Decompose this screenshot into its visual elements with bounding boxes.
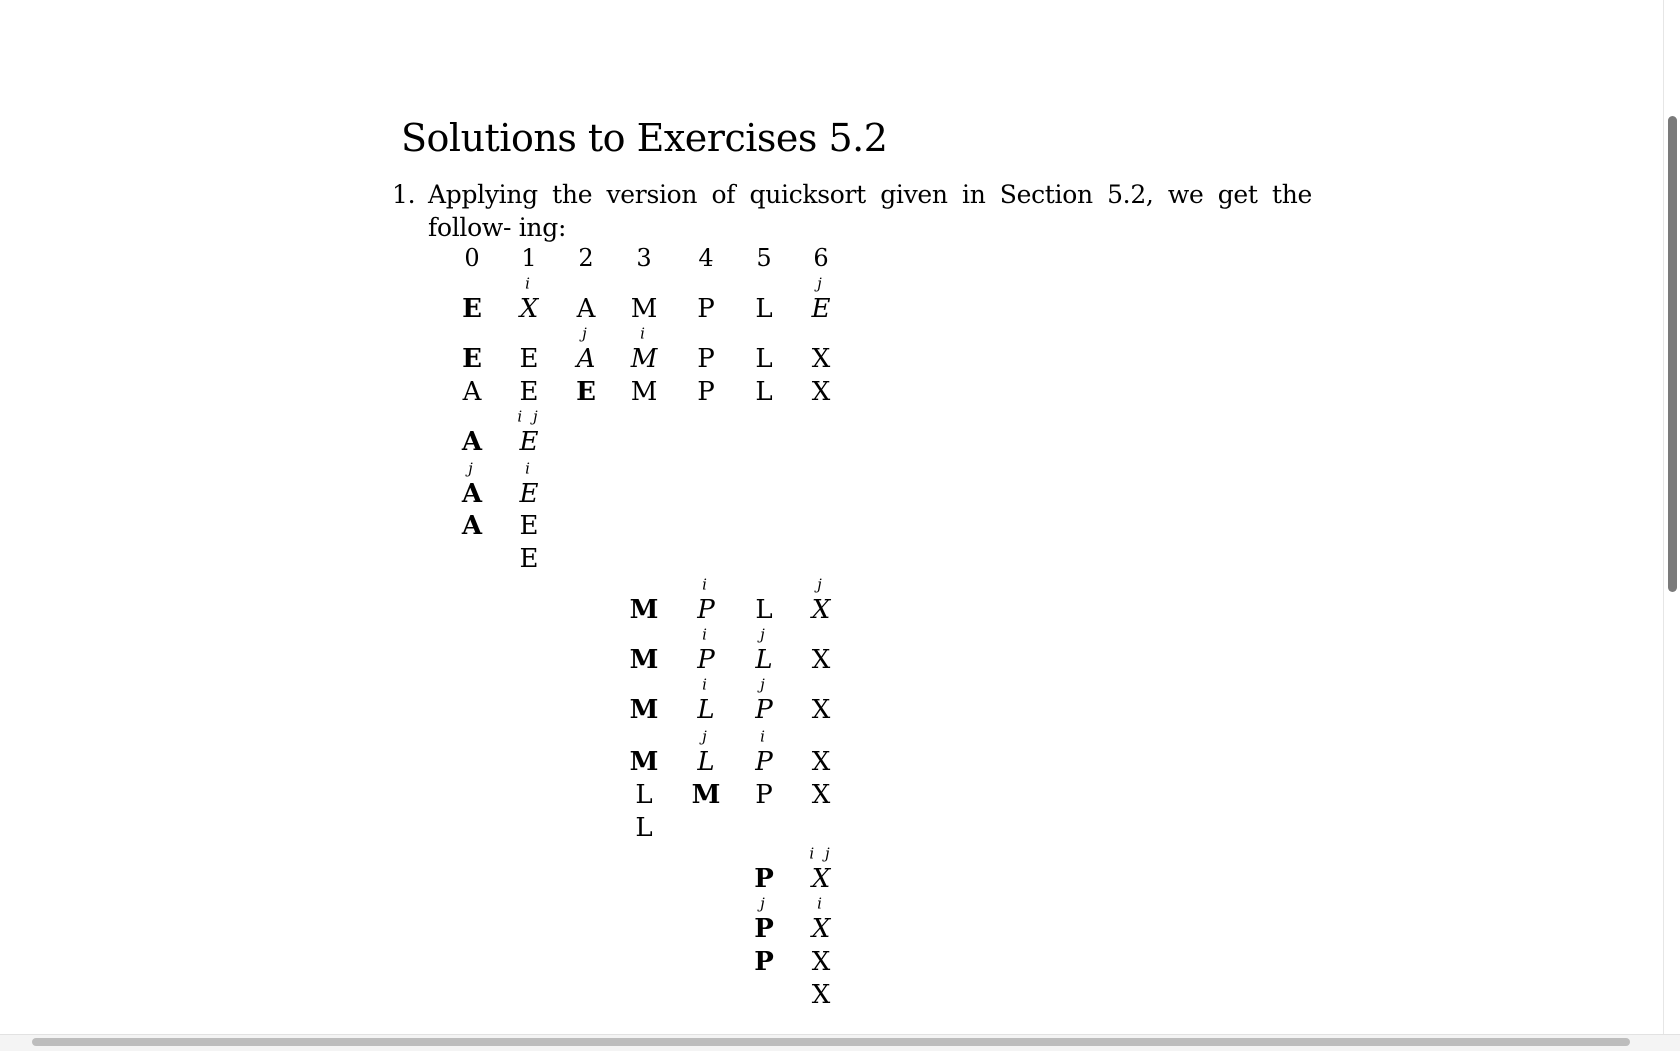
pointer-marker: i — [525, 274, 533, 293]
column-header: 5 — [756, 244, 772, 272]
column-header: 0 — [464, 244, 480, 272]
pointer-marker: j — [468, 459, 476, 478]
table-cell: E — [462, 294, 482, 324]
table-cell: P — [755, 695, 773, 725]
table-cell: X — [811, 914, 831, 944]
table-cell: M — [630, 294, 658, 324]
table-cell: X — [811, 980, 831, 1010]
table-cell: E — [519, 544, 539, 574]
table-cell: A — [576, 294, 596, 324]
table-cell: E — [576, 377, 596, 407]
table-cell: X — [811, 377, 831, 407]
table-cell: X — [811, 780, 831, 810]
table-cell: L — [697, 695, 715, 725]
item-number: 1. — [392, 180, 416, 209]
pointer-marker: i j — [809, 844, 833, 863]
table-cell: M — [629, 645, 659, 675]
pointer-marker: j — [582, 324, 590, 343]
table-cell: P — [754, 947, 774, 977]
table-cell: L — [635, 813, 653, 843]
table-cell: A — [461, 511, 483, 541]
vertical-scroll-track — [1663, 0, 1664, 1036]
column-header: 6 — [813, 244, 829, 272]
table-cell: M — [629, 695, 659, 725]
table-cell: E — [519, 344, 539, 374]
table-cell: L — [635, 780, 653, 810]
table-cell: E — [519, 511, 539, 541]
pointer-marker: i — [640, 324, 648, 343]
table-cell: P — [697, 344, 715, 374]
horizontal-scrollbar[interactable] — [32, 1038, 1630, 1046]
pointer-marker: i j — [517, 407, 541, 426]
table-cell: E — [811, 294, 831, 324]
table-cell: X — [811, 695, 831, 725]
table-cell: L — [755, 294, 773, 324]
table-cell: M — [691, 780, 721, 810]
solution-text: Applying the version of quicksort given in Section 5.2, we get the follow- ing: — [428, 180, 1312, 242]
table-cell: M — [630, 377, 658, 407]
pointer-marker: i — [702, 625, 710, 644]
table-cell: P — [697, 294, 715, 324]
table-cell: X — [811, 947, 831, 977]
table-cell: A — [462, 377, 482, 407]
table-cell: X — [811, 747, 831, 777]
table-cell: A — [576, 344, 596, 374]
table-cell: P — [697, 595, 715, 625]
table-cell: L — [755, 344, 773, 374]
table-cell: E — [519, 479, 539, 509]
pointer-marker: j — [760, 675, 768, 694]
pointer-marker: i — [760, 727, 768, 746]
table-cell: P — [755, 780, 773, 810]
table-cell: L — [755, 595, 773, 625]
table-cell: E — [462, 344, 482, 374]
column-header: 2 — [578, 244, 594, 272]
table-cell: A — [461, 479, 483, 509]
pointer-marker: i — [817, 894, 825, 913]
table-cell: P — [697, 377, 715, 407]
vertical-scrollbar[interactable] — [1668, 116, 1677, 592]
pointer-marker: i — [702, 575, 710, 594]
pointer-marker: i — [525, 459, 533, 478]
table-cell: L — [697, 747, 715, 777]
table-cell: X — [519, 294, 539, 324]
page-title: Solutions to Exercises 5.2 — [401, 116, 888, 160]
table-cell: A — [461, 427, 483, 457]
table-cell: X — [811, 864, 831, 894]
table-cell: M — [630, 344, 658, 374]
table-cell: P — [755, 747, 773, 777]
table-cell: L — [755, 377, 773, 407]
column-header: 3 — [636, 244, 652, 272]
table-cell: M — [629, 595, 659, 625]
table-cell: P — [754, 864, 774, 894]
table-cell: L — [755, 645, 773, 675]
pointer-marker: j — [760, 625, 768, 644]
table-cell: X — [811, 344, 831, 374]
table-cell: X — [811, 645, 831, 675]
table-cell: M — [629, 747, 659, 777]
pointer-marker: j — [760, 894, 768, 913]
table-cell: E — [519, 427, 539, 457]
table-cell: X — [811, 595, 831, 625]
table-cell: E — [519, 377, 539, 407]
pointer-marker: i — [702, 675, 710, 694]
pointer-marker: j — [817, 575, 825, 594]
pointer-marker: j — [702, 727, 710, 746]
table-cell: P — [697, 645, 715, 675]
pointer-marker: j — [817, 274, 825, 293]
column-header: 1 — [521, 244, 537, 272]
column-header: 4 — [698, 244, 714, 272]
table-cell: P — [754, 914, 774, 944]
